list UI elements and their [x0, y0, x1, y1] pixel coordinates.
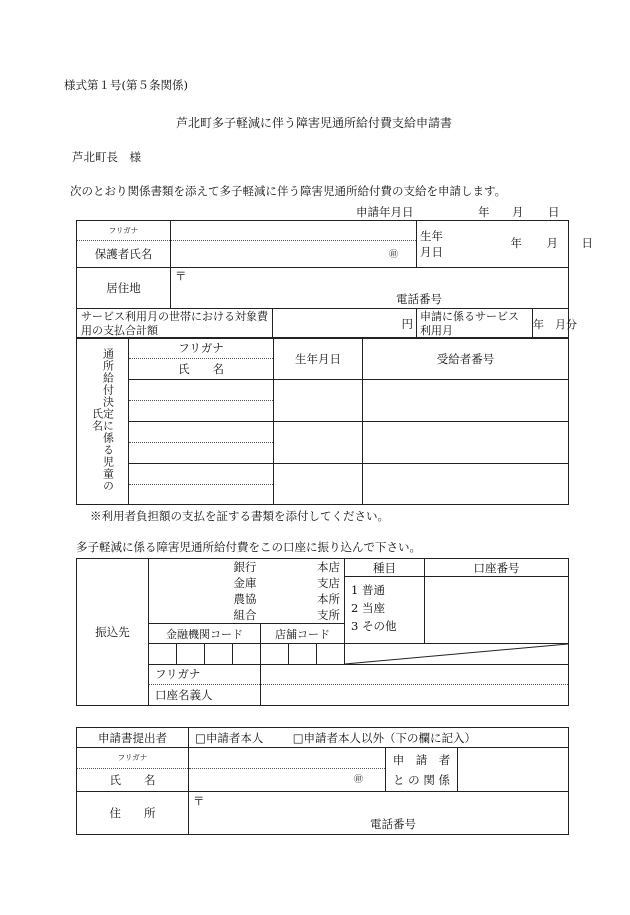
- branch-name-field[interactable]: [261, 559, 345, 624]
- bank-intro: 多子軽減に係る障害児通所給付費をこの口座に振り込んで下さい。: [76, 540, 421, 554]
- address-label: 居住地: [77, 268, 171, 309]
- seal-mark: ㊞: [388, 250, 398, 260]
- app-year: 年: [478, 205, 490, 219]
- child-1-name[interactable]: [129, 380, 274, 422]
- relation-field[interactable]: [458, 748, 569, 792]
- submitter-label: 申請書提出者: [77, 728, 189, 748]
- submitter-seal-mark: ㊞: [353, 775, 363, 785]
- children-vertical-label: 通所給付決定に係る児童の氏名: [90, 348, 115, 492]
- submitter-address-label: 住 所: [77, 792, 189, 835]
- addressee: 芦北町長 様: [72, 150, 141, 164]
- relation-label-line1: 申 請 者: [392, 752, 451, 767]
- child-2-birth[interactable]: [274, 422, 363, 464]
- recipient-number-header: 受給者番号: [363, 338, 569, 380]
- inst-type-nokyo: 農協: [233, 592, 257, 606]
- birth-year: 年: [510, 236, 522, 250]
- yen-unit: 円: [401, 316, 413, 331]
- child-3-recipient[interactable]: [363, 464, 569, 505]
- branch-type-main: 本店: [317, 560, 341, 574]
- guardian-name-field[interactable]: [171, 221, 417, 268]
- account-type-header: 種目: [345, 559, 425, 577]
- account-type-current: 2 当座: [351, 601, 386, 615]
- inst-code-digit-2[interactable]: [177, 644, 205, 665]
- child-name-header: 氏 名: [178, 362, 224, 376]
- account-type-other: 3 その他: [351, 619, 397, 633]
- inst-code-digit-1[interactable]: [149, 644, 177, 665]
- birth-label: 生年月日: [420, 229, 443, 259]
- diagonal-blank-cell: [345, 644, 569, 665]
- child-3-birth[interactable]: [274, 464, 363, 505]
- branch-type-branch: 支店: [317, 576, 341, 590]
- child-2-recipient[interactable]: [363, 422, 569, 464]
- child-3-name[interactable]: [129, 464, 274, 505]
- relation-label-cell: [386, 748, 458, 792]
- option-other-checkbox[interactable]: □申請者本人以外（下の欄に記入）: [292, 730, 477, 745]
- branch-code-digit-3[interactable]: [317, 644, 345, 665]
- submitter-name-field[interactable]: [189, 748, 386, 792]
- inst-type-kumiai: 組合: [233, 608, 257, 622]
- institution-name-field[interactable]: [149, 559, 261, 624]
- address-field[interactable]: [171, 268, 569, 309]
- inst-type-shinkin: 金庫: [233, 576, 257, 590]
- relation-label-line2: と の 関 係: [393, 772, 450, 787]
- guardian-birth-field[interactable]: [452, 221, 593, 268]
- account-type-field[interactable]: [345, 577, 425, 644]
- service-month-field[interactable]: [533, 309, 577, 339]
- guardian-table: [76, 220, 593, 339]
- furigana-label: フリガナ: [77, 221, 170, 241]
- diagonal-line: [345, 644, 568, 664]
- holder-label: 口座名義人: [155, 688, 213, 702]
- app-month: 月: [512, 205, 524, 219]
- year-month-unit: 年 月分: [533, 317, 577, 331]
- child-furigana-header: フリガナ: [129, 338, 273, 359]
- guardian-name-label: 保護者氏名: [94, 247, 153, 261]
- option-self-checkbox[interactable]: □申請者本人: [195, 730, 264, 745]
- child-1-recipient[interactable]: [363, 380, 569, 422]
- submitter-table: [76, 727, 569, 835]
- account-type-ordinary: 1 普通: [351, 583, 386, 597]
- birth-month: 月: [546, 236, 558, 250]
- application-date-label: 申請年月日: [356, 205, 414, 219]
- branch-type-main-office: 本所: [317, 592, 341, 606]
- holder-label-cell: [149, 665, 261, 706]
- submitter-furigana-label: フリガナ: [77, 748, 188, 769]
- branch-code-digit-2[interactable]: [289, 644, 317, 665]
- inst-code-digit-4[interactable]: [233, 644, 261, 665]
- inst-type-bank: 銀行: [233, 560, 257, 574]
- submitter-options: [189, 728, 569, 748]
- bank-table: [76, 558, 569, 706]
- child-2-name[interactable]: [129, 422, 274, 464]
- child-header-name: [129, 338, 274, 380]
- inst-code-label: 金融機関コード: [149, 624, 261, 644]
- branch-code-digit-1[interactable]: [261, 644, 289, 665]
- submitter-name-label: 氏 名: [109, 773, 156, 787]
- branch-code-label: 店舗コード: [261, 624, 345, 644]
- guardian-furigana-field[interactable]: [171, 221, 416, 241]
- postal-mark: 〒: [175, 269, 187, 283]
- cost-label: サービス利用月の世帯における対象費用の支払合計額: [77, 309, 273, 339]
- submitter-furigana-field[interactable]: [189, 748, 385, 769]
- children-table: [76, 337, 569, 505]
- service-month-label: 申請に係るサービス利用月: [417, 309, 533, 339]
- child-1-birth[interactable]: [274, 380, 363, 422]
- inst-code-digit-3[interactable]: [205, 644, 233, 665]
- intro-text: 次のとおり関係書類を添えて多子軽減に伴う障害児通所給付費の支給を申請します。: [70, 184, 507, 198]
- child-birth-header: 生年月日: [274, 338, 363, 380]
- transfer-label: 振込先: [77, 559, 149, 706]
- guardian-birth-label: [417, 221, 452, 268]
- app-day: 日: [548, 205, 560, 219]
- guardian-name-label-cell: [77, 221, 171, 268]
- birth-day: 日: [581, 236, 593, 250]
- submitter-postal-mark: 〒: [193, 794, 205, 808]
- submitter-phone-label: 電話番号: [370, 817, 416, 831]
- holder-field[interactable]: [261, 665, 569, 706]
- account-number-header: 口座番号: [425, 559, 569, 577]
- submitter-name-label-cell: [77, 748, 189, 792]
- phone-label: 電話番号: [396, 292, 442, 306]
- cost-field[interactable]: [273, 309, 417, 339]
- submitter-address-field[interactable]: [189, 792, 569, 835]
- branch-type-sub-office: 支所: [317, 608, 341, 622]
- holder-furigana-label: フリガナ: [149, 665, 260, 685]
- children-vertical-label-cell: [77, 338, 129, 505]
- form-number: 様式第１号(第５条関係): [64, 78, 188, 92]
- attachment-note: ※利用者負担額の支払を証する書類を添付してください。: [90, 509, 389, 523]
- account-number-field[interactable]: [425, 577, 569, 644]
- form-title: 芦北町多子軽減に伴う障害児通所給付費支給申請書: [176, 116, 453, 130]
